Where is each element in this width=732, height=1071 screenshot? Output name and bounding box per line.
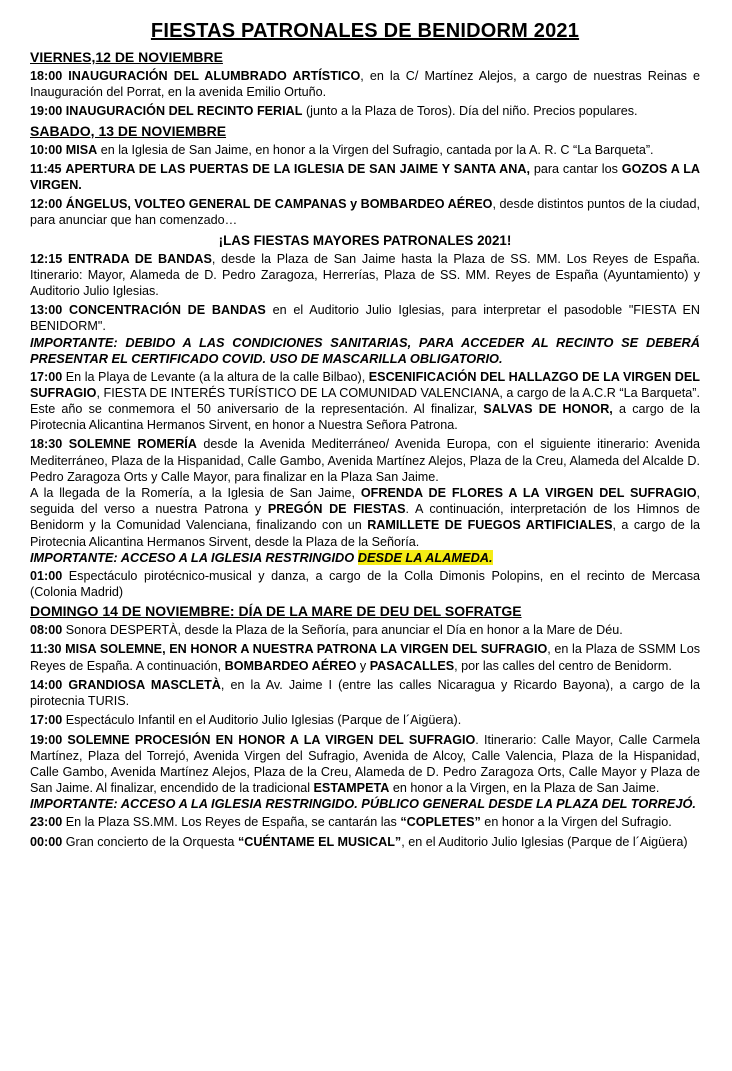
event-item [30, 568, 700, 600]
event-text: en el Auditorio Julio Iglesias, para interpretar el pasodoble "FIESTA EN BENIDORM". [30, 303, 701, 334]
event-title: ESCENIFICACIÓN DEL HALLAZGO DE LA VIRGEN DEL SUFRAGIO [30, 369, 700, 400]
event-text: . Itinerario: Calle Mayor, Calle Carmela Martínez, Plaza del Torrejó, Avenida Virgen del Sufragio, Avenida de Alcoy, Calle Valencia, Plaza de la Hispanidad, Calle Gambo, Avenida Martínez Alejos, Plaza de la Creu, Alameda de D. Pedro Zaragoza Orts, Calle Mayor y Plaza de San Jaime. Al finalizar, encendido de la tradicional [30, 732, 700, 796]
event-time: 17:00 [30, 369, 63, 384]
event-text: , FIESTA DE INTERÉS TURÍSTICO DE LA COMUNIDAD VALENCIANA, a cargo de la A.C.R “La Barqueta”. Este año se conmemora el 50 aniversario de la representación. Al finalizar, [30, 385, 700, 417]
event-item [30, 142, 700, 158]
event-item [30, 369, 700, 434]
event-title: INAUGURACIÓN DEL ALUMBRADO ARTÍSTICO [68, 69, 361, 83]
event-text: . A continuación, interpretación de los Himnos de Benidorm y la Comunidad Valenciana, finalizando con un [30, 502, 701, 533]
event-title: SOLEMNE PROCESIÓN EN HONOR A LA VIRGEN DEL SUFRAGIO [67, 732, 476, 747]
event-item [30, 677, 700, 709]
event-time: 12:15 [30, 251, 63, 266]
program-document [30, 0, 700, 853]
important-notice-text: IMPORTANTE: ACCESO A LA IGLESIA RESTRINGIDO [30, 549, 358, 565]
event-title: ENTRADA DE BANDAS [67, 251, 212, 266]
important-notice [30, 550, 700, 566]
event-time: 13:00 [30, 303, 63, 318]
event-time: 14:00 [30, 677, 63, 692]
event-item [30, 251, 700, 300]
event-text: Espectáculo pirotécnico-musical y danza, a cargo de la Colla Dimonis Polopins, en el recinto de Mercasa (Colonia Madrid) [30, 568, 700, 600]
event-title: “COPLETES” [400, 815, 481, 830]
event-item [30, 712, 700, 728]
event-title: MISA SOLEMNE, EN HONOR A NUESTRA PATRONA LA VIRGEN DEL SUFRAGIO [65, 642, 548, 657]
event-time: 17:00 [30, 713, 63, 728]
event-title-2: PREGÓN DE FIESTAS [267, 502, 406, 517]
event-title: MISA [65, 142, 98, 157]
event-text: En la Playa de Levante (a la altura de la calle Bilbao), [62, 369, 369, 384]
event-time: 19:00 [30, 104, 63, 119]
event-text: a cargo de la Pirotecnia Alicantina Hermanos Sirvent, en honor a Nuestra Señora Patrona. [30, 402, 700, 433]
event-time: 10:00 [30, 142, 63, 157]
event-text: en honor a la Virgen, en la Plaza de San Jaime. [389, 781, 660, 796]
event-title-3: RAMILLETE DE FUEGOS ARTIFICIALES [367, 518, 613, 533]
event-time: 18:00 [30, 69, 63, 83]
important-notice: IMPORTANTE: ACCESO A LA IGLESIA RESTRINGIDO. PÚBLICO GENERAL DESDE LA PLAZA DEL TORREJÓ. [30, 796, 696, 812]
event-item [30, 641, 700, 673]
event-item [30, 161, 700, 193]
event-title: CONCENTRACIÓN DE BANDAS [68, 303, 266, 318]
event-title: “CUÉNTAME EL MUSICAL” [237, 834, 402, 849]
event-text: , desde distintos puntos de la ciudad, para anunciar que han comenzado… [30, 197, 701, 228]
event-item [30, 834, 700, 850]
event-item [30, 814, 700, 830]
highlighted-text: DESDE LA ALAMEDA. [357, 549, 493, 565]
event-time: 01:00 [30, 568, 63, 583]
event-text: , por las calles del centro de Benidorm. [454, 658, 672, 673]
event-time: 11:30 [30, 642, 62, 657]
event-title: GRANDIOSA MASCLETÀ [68, 677, 221, 692]
event-item [30, 103, 700, 119]
day-heading-friday: VIERNES,12 DE NOVIEMBRE [30, 49, 223, 65]
event-item [30, 436, 700, 485]
event-continuation [30, 485, 700, 550]
event-text: desde la Avenida Mediterráneo/ Avenida Europa, con el siguiente itinerario: Avenida Mediterráneo, Plaza de la Hispanidad, Calle Gambo, Avenida Martínez Alejos, Plaza de la Creu, Alameda del Alcalde D. Pedro Zaragoza Orts y Calle Mayor, para finalizar en la Plaza San Jaime. [30, 437, 701, 484]
event-text: , desde la Plaza de San Jaime hasta la Plaza de SS. MM. Los Reyes de España. Itinerario: Mayor, Alameda de D. Pedro Zaragoza, Herrerías, Plaza de SS. MM. Reyes de España (Ayuntamiento) y Auditorio Julio Iglesias. [30, 251, 701, 299]
event-title: SOLEMNE ROMERÍA [68, 437, 197, 452]
event-text: en la Iglesia de San Jaime, en honor a la Virgen del Sufragio, cantada por la A. R. C “La Barqueta”. [97, 142, 654, 157]
event-text: Sonora DESPERTÀ, desde la Plaza de la Señoría, para anunciar el Día en honor a la Mare de Déu. [62, 623, 623, 638]
event-time: 08:00 [30, 623, 63, 638]
event-title: ÁNGELUS, VOLTEO GENERAL DE CAMPANAS y BOMBARDEO AÉREO [65, 197, 493, 212]
event-text: , en el Auditorio Julio Iglesias (Parque de l´Aigüera) [401, 834, 688, 849]
event-title-2: ESTAMPETA [313, 781, 390, 796]
event-time: 11:45 [30, 161, 62, 176]
event-item [30, 302, 700, 334]
event-time: 00:00 [30, 834, 63, 849]
event-text: A la llegada de la Romería, a la Iglesia de San Jaime, [30, 486, 361, 501]
event-title: APERTURA DE LAS PUERTAS DE LA IGLESIA DE SAN JAIME Y SANTA ANA, [65, 161, 530, 176]
event-title-3: PASACALLES [369, 658, 455, 673]
event-text: , en la C/ Martínez Alejos, a cargo de nuestras Reinas e Inauguración del Porrat, en la avenida Emilio Ortuño. [30, 69, 701, 100]
event-text: , en la Av. Jaime I (entre las calles Nicaragua y Ricardo Bayona), a cargo de la pirotecnia TURIS. [30, 677, 700, 709]
event-title-2: GOZOS A LA VIRGEN. [30, 161, 700, 193]
event-title-2: SALVAS DE HONOR, [483, 402, 613, 417]
event-item [30, 196, 700, 228]
event-text: Gran concierto de la Orquesta [62, 834, 238, 849]
event-title-2: BOMBARDEO AÉREO [224, 658, 357, 673]
event-text: para cantar los [529, 161, 622, 176]
event-item [30, 68, 700, 100]
event-time: 18:30 [30, 437, 63, 452]
event-title: OFRENDA DE FLORES A LA VIRGEN DEL SUFRAGIO [360, 486, 697, 501]
event-text: , seguida del verso a nuestra Patrona y [30, 486, 700, 517]
event-time: 12:00 [30, 197, 63, 212]
event-item [30, 732, 700, 797]
event-text: y [356, 658, 370, 673]
important-notice: IMPORTANTE: DEBIDO A LAS CONDICIONES SANITARIAS, PARA ACCEDER AL RECINTO SE DEBERÁ PRESENTAR EL CERTIFICADO COVID. USO DE MASCARILLA OBLIGATORIO. [30, 334, 700, 366]
event-item [30, 622, 700, 638]
event-text: , en la Plaza de SSMM Los Reyes de España. A continuación, [30, 642, 700, 673]
day-heading-sunday: DOMINGO 14 DE NOVIEMBRE: DÍA DE LA MARE DE DEU DEL SOFRATGE [30, 603, 522, 620]
event-text: Espectáculo Infantil en el Auditorio Julio Iglesias (Parque de l´Aigüera). [62, 713, 462, 728]
event-title: INAUGURACIÓN DEL RECINTO FERIAL [65, 104, 303, 119]
event-time: 19:00 [30, 732, 63, 747]
banner-heading: ¡LAS FIESTAS MAYORES PATRONALES 2021! [218, 232, 512, 248]
event-text: , a cargo de la Pirotecnia Alicantina Hermanos Sirvent, desde la Plaza de la Señoría. [30, 518, 701, 549]
event-time: 23:00 [30, 815, 63, 830]
event-text: En la Plaza SS.MM. Los Reyes de España, se cantarán las [62, 815, 401, 830]
page-title: FIESTAS PATRONALES DE BENIDORM 2021 [150, 20, 580, 42]
event-text: (junto a la Plaza de Toros). Día del niño. Precios populares. [302, 104, 638, 119]
event-text: en honor a la Virgen del Sufragio. [480, 815, 672, 830]
day-heading-saturday: SABADO, 13 DE NOVIEMBRE [30, 122, 227, 139]
